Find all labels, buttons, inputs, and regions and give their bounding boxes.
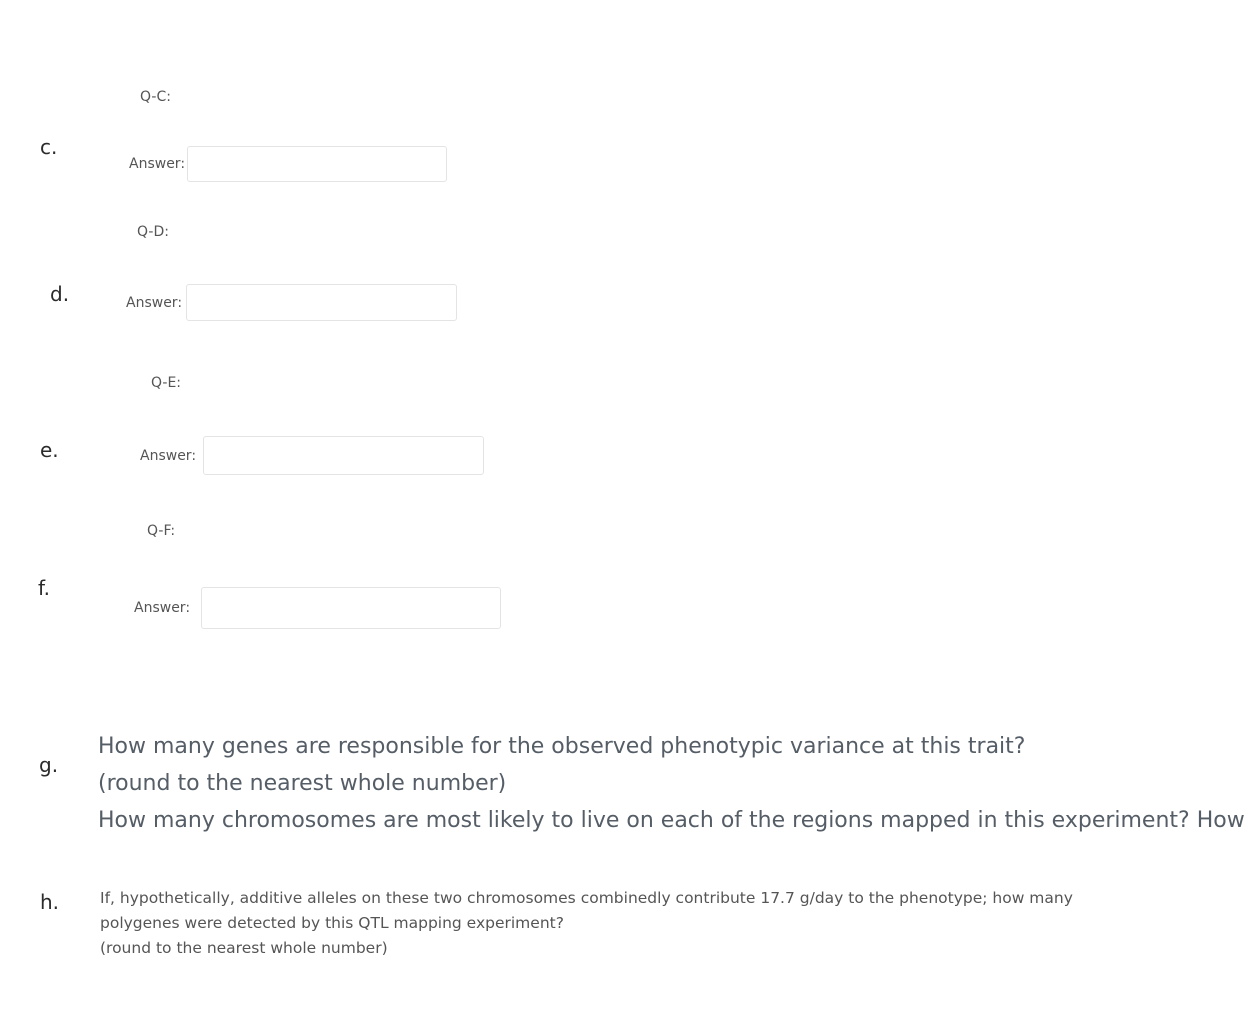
item-letter-e: e. bbox=[40, 438, 59, 462]
answer-input-e[interactable] bbox=[203, 436, 484, 475]
question-text-h bbox=[100, 886, 1073, 961]
question-h-line-2: polygenes were detected by this QTL mapping experiment? bbox=[100, 914, 564, 932]
question-h-line-1: If, hypothetically, additive alleles on these two chromosomes combinedly contribute 17.7 g/day to the phenotype; how many bbox=[100, 889, 1073, 907]
item-letter-g: g. bbox=[39, 753, 59, 777]
question-label-c: Q-C: bbox=[140, 89, 171, 105]
question-g-line-3-clipped: How many chromosomes are most likely to live on each of the regions mapped in this experiment? How bbox=[98, 808, 1245, 833]
question-label-e: Q-E: bbox=[151, 375, 182, 391]
question-label-f: Q-F: bbox=[147, 523, 176, 539]
answer-label-d: Answer: bbox=[126, 295, 183, 311]
answer-label-f: Answer: bbox=[134, 600, 191, 616]
answer-label-c: Answer: bbox=[129, 156, 186, 172]
item-letter-f: f. bbox=[38, 576, 50, 600]
item-letter-h: h. bbox=[40, 890, 60, 914]
item-letter-d: d. bbox=[50, 282, 70, 306]
answer-input-f[interactable] bbox=[201, 587, 501, 629]
question-g-line-2: (round to the nearest whole number) bbox=[98, 771, 507, 796]
answer-label-e: Answer: bbox=[140, 448, 197, 464]
answer-input-c[interactable] bbox=[187, 146, 447, 182]
question-label-d: Q-D: bbox=[137, 224, 169, 240]
question-g-line-1: How many genes are responsible for the observed phenotypic variance at this trait? bbox=[98, 734, 1026, 759]
question-h-line-3: (round to the nearest whole number) bbox=[100, 939, 388, 957]
answer-input-d[interactable] bbox=[186, 284, 457, 321]
question-text-g bbox=[98, 728, 1245, 833]
item-letter-c: c. bbox=[40, 135, 58, 159]
